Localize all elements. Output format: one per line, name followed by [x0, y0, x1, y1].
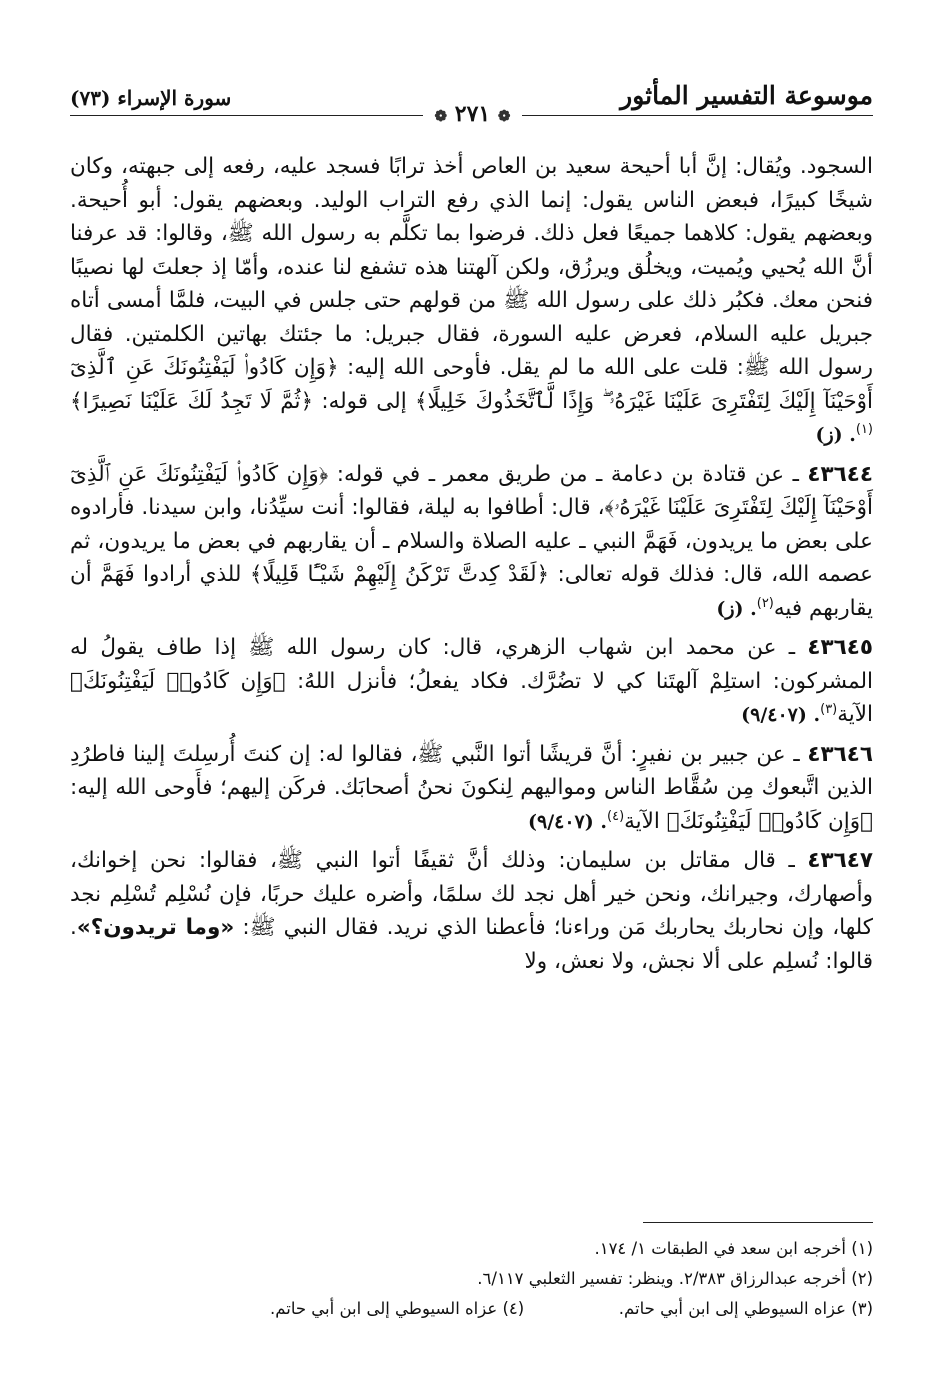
source-code: . (٩/٤٠٧) [528, 810, 607, 833]
footnote-marker: (٤) [607, 808, 625, 824]
paragraph-text: السجود. ويُقال: إنَّ أبا أحيحة سعيد بن العاص أخذ ترابًا فسجد عليه، رفعه إلى جبهته، وكان شيخًا كبيرًا، فبعض الناس يقول: إنما الذي رفع التراب الوليد. وبعضهم يقول: أبو أُحيحة. وبعضهم يقول: كلاهما جميعًا فعل ذلك. فرضوا بما تكلَّم به رسول الله ﷺ، وقالوا: قد عرفنا أنَّ الله يُحيي ويُميت، ويخلُق ويرزُق، ولكن آلهتنا هذه تشفع لنا عنده، وأمّا إذ جعلتَ لها نصيبًا فنحن معك. فكبُر ذلك على رسول الله ﷺ من قولهم حتى جلس في البيت، فلمَّا أمسى أتاه جبريل عليه السلام، فعرض عليه السورة، فقال جبريل: ما جئتك بهاتين الكلمتين. فقال رسول الله ﷺ: قلت على الله ما لم يقل. فأوحى الله إليه: [70, 154, 873, 380]
paragraph-text: . قالوا: نُسلِم على ألا نجش، ولا نعش، ولا [70, 915, 873, 974]
quran-verse: ﴿لَقَدْ كِدتَّ تَرْكَنُ إِلَيْهِمْ شَيْـًٔا قَلِيلًا﴾ [249, 562, 550, 587]
footnote: (٢) أخرجه عبدالرزاق ٢/٣٨٣. وينظر: تفسير الثعلبي ٦/١١٧. [477, 1269, 873, 1288]
paragraph-text: إلى قوله: [313, 388, 415, 414]
entry-number: ٤٣٦٤٦ [807, 741, 873, 767]
paragraph-text: ، قال: أطافوا به ليلة، فقالوا: أنت سيِّدُنا، وابن سيدنا. فأرادوه على بعض ما يريدون، فَهَمَّ النبي ـ عليه الصلاة والسلام ـ أن يقاربهم في بعض ما يريدون، ثم عصمه الله، قال: فذلك قوله تعالى: [70, 495, 873, 587]
hadith-entry [70, 631, 873, 733]
page-number: ٢٧١ [454, 101, 491, 127]
page-number-wrap [0, 101, 945, 127]
footnote: (١) أخرجه ابن سعد في الطبقات ١/ ١٧٤. [594, 1239, 873, 1258]
paragraph-continuation [70, 150, 873, 453]
footnote-row [70, 1294, 873, 1324]
footnote: (٣) عزاه السيوطي إلى ابن أبي حاتم. [618, 1299, 873, 1318]
paragraph-text: ـ قال مقاتل بن سليمان: وذلك أنَّ ثقيفًا أتوا النبي ﷺ، فقالوا: نحن إخوانك، وأصهارك، وجيرانك، ونحن خير أهل نجد لك سلمًا، وأضره عليك حربًا، فإن نُسْلِم تُسْلِم نجد كلها، وإن نحاربك يحاربك مَن وراءنا؛ فأعطنا الذي نريد. فقال النبي ﷺ: [70, 848, 873, 940]
entry-number: ٤٣٦٤٧ [807, 848, 873, 873]
source-code: . (ز) [716, 597, 757, 620]
hadith-entry [70, 738, 873, 840]
prophet-quote: «وما تريدون؟» [76, 915, 235, 940]
entry-number: ٤٣٦٤٥ [807, 635, 873, 660]
paragraph-text: للذي أرادوا فَهَمَّ أن يقاربهم فيه [70, 562, 873, 621]
hadith-entry [70, 458, 873, 627]
ornament-right-icon: ❁ [497, 107, 511, 125]
ornament-left-icon: ❁ [434, 107, 448, 125]
footnote-marker: (٢) [756, 595, 774, 611]
paragraph-text: ـ عن جبير بن نفيرٍ: أنَّ قريشًا أتوا النَّبي ﷺ، فقالوا له: إن كنتَ أُرسِلتَ إلينا فاطرُدِ الذين اتَّبعوك مِن سُقَّاط الناس ومواليهم لِنكونَ نحنُ أصحابَك. فركَن إليهم؛ فأَوحى الله إليه: [70, 741, 873, 800]
book-title: موسوعة التفسير المأثور [620, 81, 873, 110]
footnote: (٤) عزاه السيوطي إلى ابن أبي حاتم. [270, 1299, 525, 1318]
paragraph-text: ـ عن محمد ابن شهاب الزهري، قال: كان رسول الله ﷺ إذا طاف يقولُ له المشركون: استلِمْ آلهتَنا كي لا تضُرَّك. فكاد يفعلُ؛ فأنزل اللهُ: [70, 635, 874, 694]
main-text [70, 150, 873, 978]
paragraph-text: ـ عن قتادة بن دعامة ـ من طريق معمر ـ في قوله: [328, 461, 808, 487]
hadith-entry [70, 844, 873, 978]
entry-number: ٤٣٦٤٤ [807, 461, 874, 487]
footnote-marker: (٣) [820, 701, 838, 717]
quran-verse: ﴿وَإِن كَادُوا۟ لَيَفْتِنُونَكَ عَنِ ٱلَّذِىٓ أَوْحَيْنَآ إِلَيْكَ لِتَفْتَرِىَ عَلَيْنَا غَيْرَهُۥ ۖ وَإِذًا لَّٱتَّخَذُوكَ خَلِيلًا﴾ [70, 355, 873, 414]
quran-verse: ﴿وَإِن كَادُوا۟ لَيَفْتِنُونَكَ عَنِ ٱلَّذِىٓ أَوْحَيْنَآ إِلَيْكَ لِتَفْتَرِىَ عَلَيْنَا غَيْرَهُۥ﴾ [70, 461, 873, 520]
footnote-rule [643, 1222, 873, 1223]
footnotes [70, 1234, 873, 1324]
surah-title: سورة الإسراء (٧٣) [70, 86, 232, 110]
page-number-box [423, 101, 523, 127]
paragraph-text: الآية [837, 702, 873, 727]
quran-verse: ﴿وَإِن كَادُوا۟ لَيَفْتِنُونَكَ﴾ [70, 668, 286, 694]
quran-verse: ﴿وَإِن كَادُوا۟ لَيَفْتِنُونَكَ﴾ [666, 808, 873, 834]
source-code: . (٩/٤٠٧) [741, 704, 821, 726]
source-code: . (ز) [815, 424, 856, 446]
footnote-marker: (١) [855, 421, 873, 437]
quran-verse: ﴿ثُمَّ لَا تَجِدُ لَكَ عَلَيْنَا نَصِيرًا﴾ [70, 388, 314, 414]
paragraph-text: الآية [624, 808, 667, 834]
